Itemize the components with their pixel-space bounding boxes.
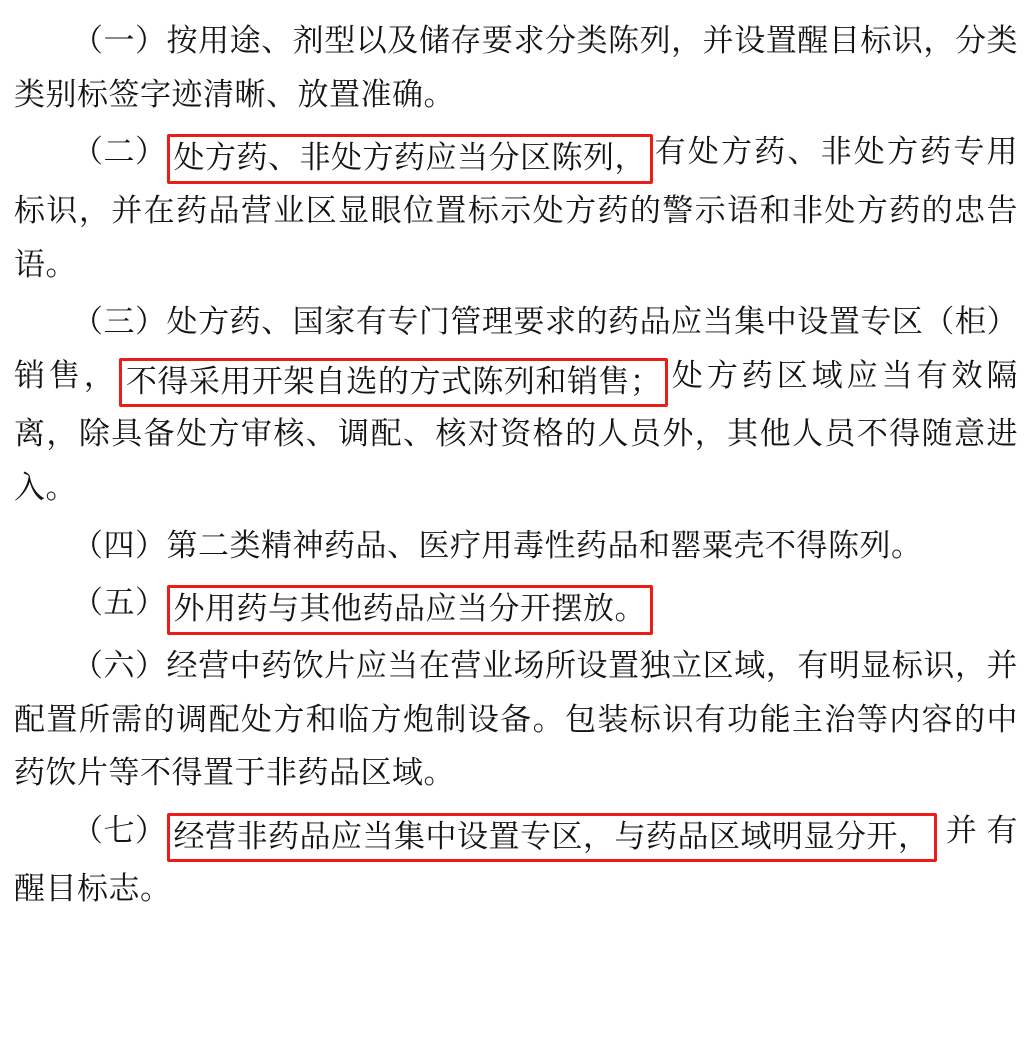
- paragraph-item-3: [14, 295, 1018, 515]
- paragraph-item-4: [14, 519, 1018, 573]
- list-marker-1: （一）: [72, 23, 167, 58]
- list-marker-3: （三）: [72, 304, 167, 340]
- paragraph-item-6: [14, 639, 1018, 800]
- paragraph-text-3b: 处方药区域应当有效隔离，除具备处方审核、调配、核对资格的人员外，其他人员不得随意进入。: [14, 357, 1019, 506]
- paragraph-text-3a: 处方药、国家有专门管理要求的药品应当集中设置专区（柜）销售，: [14, 304, 1018, 393]
- paragraph-text-2: 有处方药、非处方药专用标识，并在药品营业区显眼位置标示处方药的警示语和非处方药的忠告语。: [14, 134, 1018, 282]
- paragraph-item-2: [14, 125, 1018, 291]
- list-marker-5: （五）: [72, 585, 167, 621]
- paragraph-item-1: [14, 14, 1018, 121]
- paragraph-item-7: [14, 804, 1018, 916]
- paragraph-text-1: 按用途、剂型以及储存要求分类陈列，并设置醒目标识，分类类别标签字迹清晰、放置准确。: [14, 23, 1018, 112]
- list-marker-6: （六）: [72, 647, 167, 683]
- list-marker-2: （二）: [72, 134, 167, 170]
- highlight-box-3: 外用药与其他药品应当分开摆放。: [167, 585, 654, 635]
- paragraph-text-7: 并有醒目标志。: [14, 812, 1018, 907]
- list-marker-7: （七）: [72, 812, 167, 848]
- list-marker-4: （四）: [72, 527, 167, 563]
- paragraph-item-5: [14, 576, 1018, 635]
- highlight-box-4: 经营非药品应当集中设置专区，与药品区域明显分开，: [167, 813, 937, 863]
- highlight-box-1: 处方药、非处方药应当分区陈列，: [167, 134, 654, 184]
- highlight-box-2: 不得采用开架自选的方式陈列和销售；: [119, 358, 669, 408]
- paragraph-text-6: 经营中药饮片应当在营业场所设置独立区域，有明显标识，并配置所需的调配处方和临方炮制设备。包装标识有功能主治等内容的中药饮片等不得置于非药品区域。: [14, 647, 1018, 791]
- paragraph-text-4: 第二类精神药品、医疗用毒性药品和罂粟壳不得陈列。: [166, 527, 923, 563]
